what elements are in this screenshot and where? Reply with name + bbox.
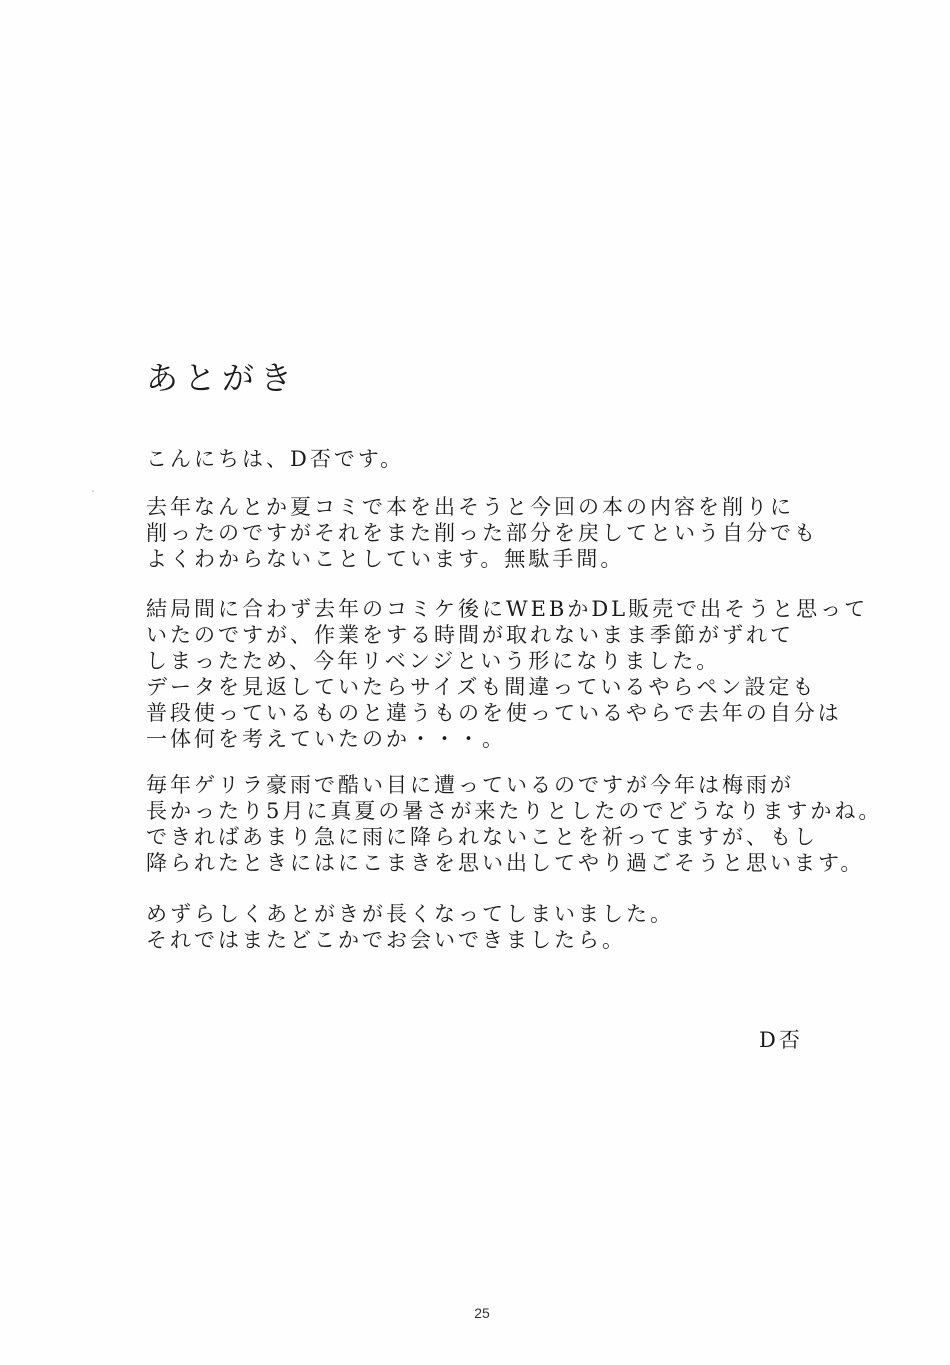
- text-line: それではまたどこかでお会いできましたら。: [146, 928, 626, 952]
- paragraph-closing: [146, 901, 674, 953]
- text-line: めずらしくあとがきが長くなってしまいました。: [146, 902, 674, 926]
- text-line: 結局間に合わず去年のコミケ後にWEBかDL販売で出そうと思って: [146, 597, 869, 621]
- paragraph-greeting: [146, 446, 404, 472]
- text-line: 一体何を考えていたのか・・・。: [146, 727, 506, 751]
- paragraph-rain: [146, 772, 882, 876]
- text-line: 毎年ゲリラ豪雨で酷い目に遭っているのですが今年は梅雨が: [146, 773, 794, 797]
- text-line: こんにちは、D否です。: [146, 447, 405, 471]
- page-title: あとがき: [146, 359, 299, 397]
- text-line: 削ったのですがそれをまた削った部分を戻してという自分でも: [146, 521, 818, 545]
- text-line: よくわからないことしています。無駄手間。: [146, 547, 625, 571]
- text-line: データを見返していたらサイズも間違っているやらペン設定も: [146, 675, 817, 699]
- paragraph-revenge: [146, 596, 868, 752]
- paper-speck: [92, 490, 94, 492]
- page-number: 25: [474, 1305, 490, 1321]
- text-line: いたのですが、作業をする時間が取れないまま季節がずれて: [146, 623, 794, 647]
- text-line: 去年なんとか夏コミで本を出そうと今回の本の内容を削りに: [146, 495, 794, 519]
- text-line: できればあまり急に雨に降られないことを祈ってますが、もし: [146, 825, 818, 849]
- text-line: 普段使っているものと違うものを使っているやらで去年の自分は: [146, 701, 842, 725]
- author-signature: D否: [759, 1028, 803, 1052]
- text-line: 長かったり5月に真夏の暑さが来たりとしたのでどうなりますかね。: [146, 799, 883, 823]
- text-line: しまったため、今年リベンジという形になりました。: [146, 649, 721, 673]
- text-line: 降られたときにはにこまきを思い出してやり過ごそうと思います。: [146, 851, 865, 875]
- paragraph-last-year: [146, 494, 818, 572]
